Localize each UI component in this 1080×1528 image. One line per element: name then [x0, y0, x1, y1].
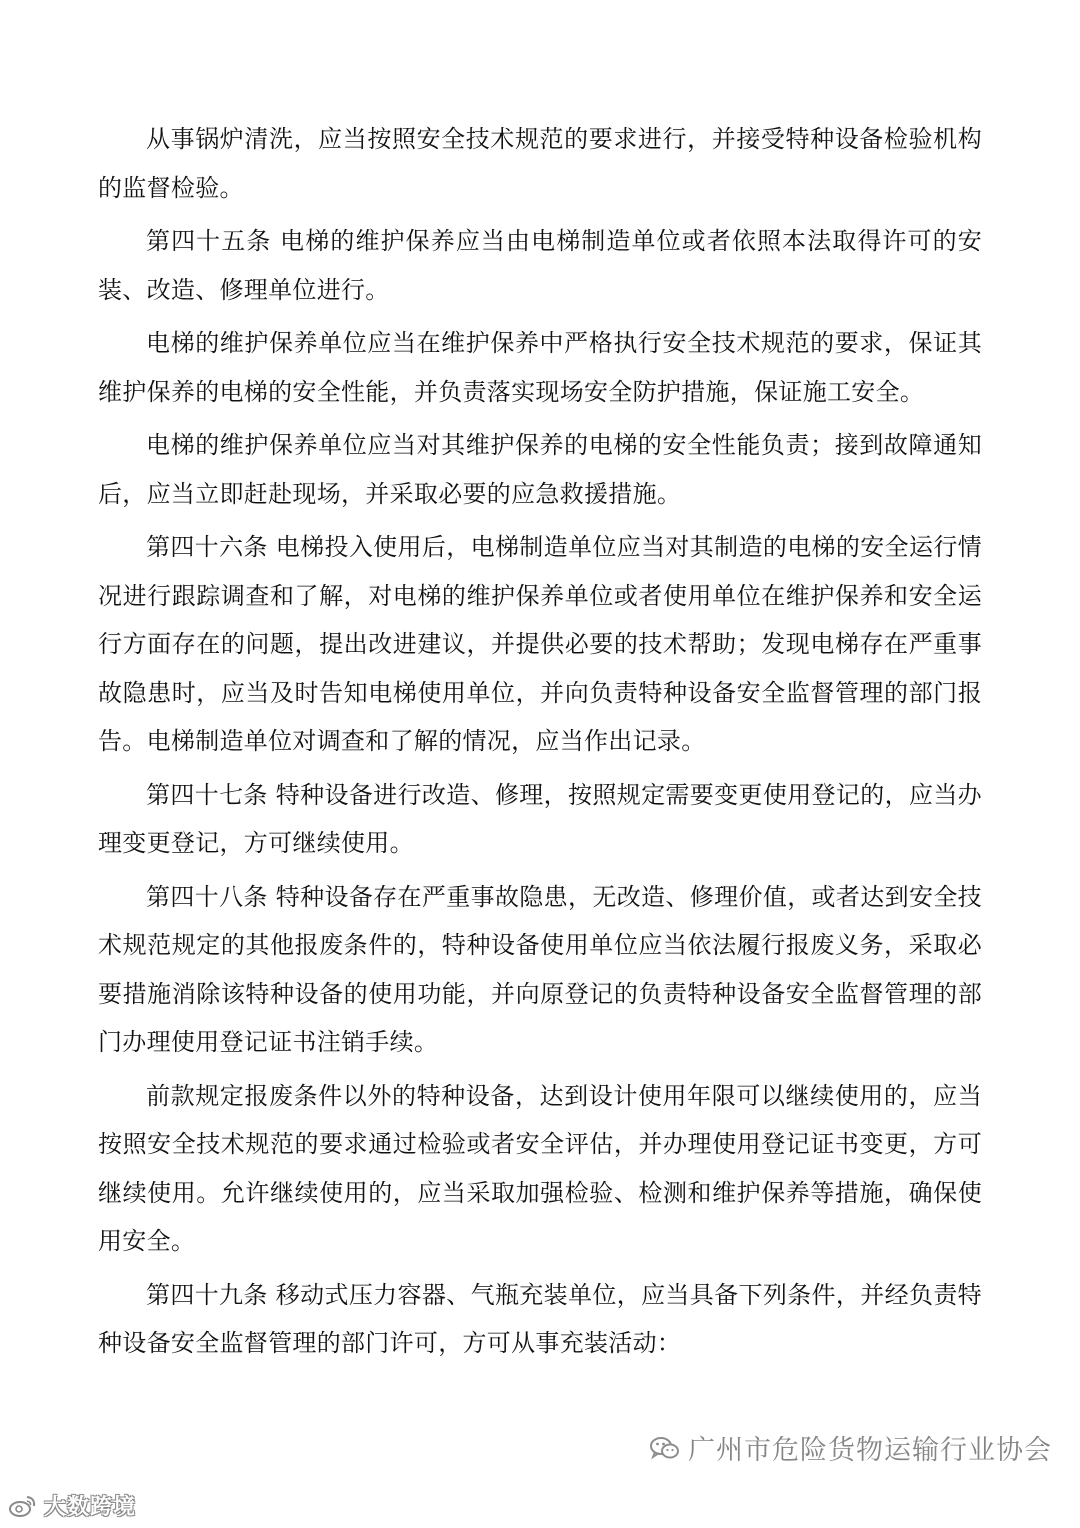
weibo-watermark: [8, 1490, 136, 1521]
paragraph-continued-use: 前款规定报废条件以外的特种设备，达到设计使用年限可以继续使用的，应当按照安全技术规范的要求通过检验或者安全评估，并办理使用登记证书变更，方可继续使用。允许继续使用的，应当采取加强检验、检测和维护保养等措施，确保使用安全。: [98, 1081, 982, 1255]
paragraph-article-46: 第四十六条 电梯投入使用后，电梯制造单位应当对其制造的电梯的安全运行情况进行跟踪调查和了解，对电梯的维护保养单位或者使用单位在维护保养和安全运行方面存在的问题，提出改进建议，并提供必要的技术帮助；发现电梯存在严重事故隐患时，应当及时告知电梯使用单位，并向负责特种设备安全监督管理的部门报告。电梯制造单位对调查和了解的情况，应当作出记录。: [98, 533, 982, 755]
wechat-icon: [650, 1436, 680, 1460]
wechat-account-name: 广州市危险货物运输行业协会: [688, 1435, 1052, 1466]
weibo-icon: [8, 1493, 38, 1519]
paragraph-article-47: 第四十七条 特种设备进行改造、修理，按照规定需要变更使用登记的，应当办理变更登记，方可继续使用。: [98, 780, 982, 857]
paragraph-article-45: 第四十五条 电梯的维护保养应当由电梯制造单位或者依照本法取得许可的安装、改造、修理单位进行。: [98, 227, 982, 304]
document-body: [98, 115, 982, 1373]
paragraph-boiler-cleaning: 从事锅炉清洗，应当按照安全技术规范的要求进行，并接受特种设备检验机构的监督检验。: [98, 125, 982, 202]
paragraph-maintenance-responsibility: 电梯的维护保养单位应当对其维护保养的电梯的安全性能负责；接到故障通知后，应当立即赶赴现场，并采取必要的应急救援措施。: [98, 431, 982, 508]
weibo-account-name: 大数跨境: [44, 1495, 137, 1520]
paragraph-maintenance-requirements: 电梯的维护保养单位应当在维护保养中严格执行安全技术规范的要求，保证其维护保养的电梯的安全性能，并负责落实现场安全防护措施，保证施工安全。: [98, 329, 982, 406]
paragraph-article-48: 第四十八条 特种设备存在严重事故隐患，无改造、修理价值，或者达到安全技术规范规定的其他报废条件的，特种设备使用单位应当依法履行报废义务，采取必要措施消除该特种设备的使用功能，并向原登记的负责特种设备安全监督管理的部门办理使用登记证书注销手续。: [98, 882, 982, 1056]
paragraph-article-49: 第四十九条 移动式压力容器、气瓶充装单位，应当具备下列条件，并经负责特种设备安全监督管理的部门许可，方可从事充装活动：: [98, 1280, 982, 1357]
wechat-watermark: [650, 1428, 1052, 1467]
